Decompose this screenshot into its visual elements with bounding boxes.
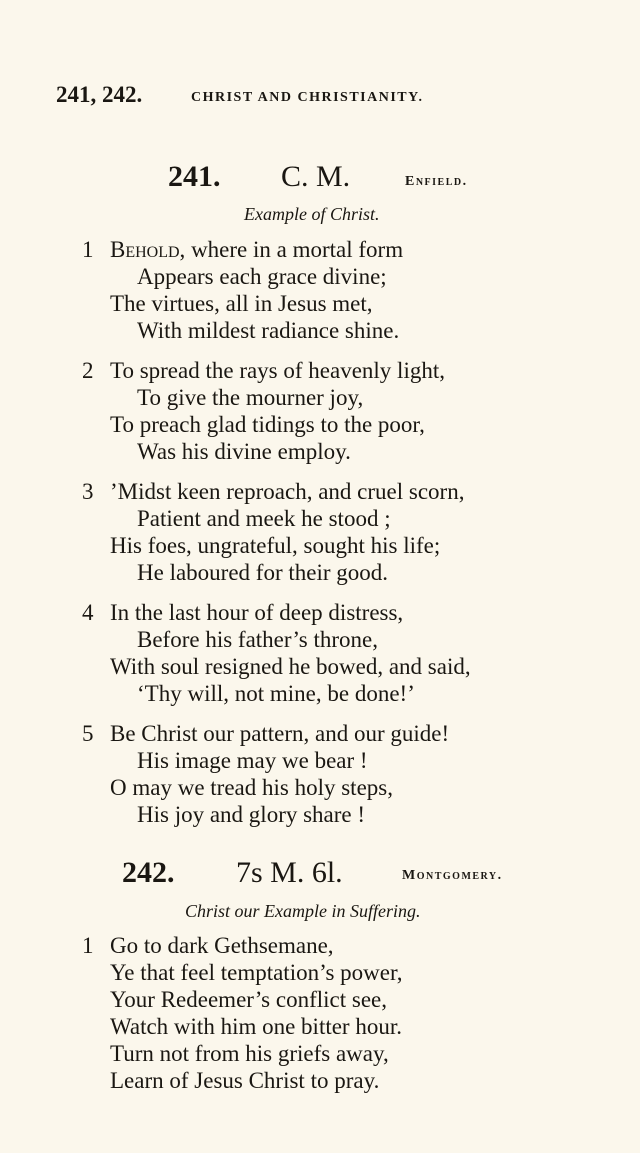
verse-line-text: where in a mortal form [185,237,404,262]
hymn-subtitle: Example of Christ. [244,204,380,224]
verse-line [110,237,403,263]
verse-line: His foes, ungrateful, sought his life; [110,533,441,558]
verse-line: To spread the rays of heavenly light, [110,358,445,383]
verse-line: Watch with him one bitter hour. [110,1014,402,1039]
verse-line: Your Redeemer’s conflict see, [110,987,387,1012]
verse-line: Appears each grace divine; [137,264,387,289]
verse-line: With soul resigned he bowed, and said, [110,654,471,679]
hymn-meter: 7s M. 6l. [236,856,343,889]
hymn-tune: Enfield. [405,174,468,189]
verse-number: 1 [82,237,94,262]
verse-line: O may we tread his holy steps, [110,775,393,800]
hymn-subtitle: Christ our Example in Suffering. [185,901,421,921]
verse-line: Turn not from his griefs away, [110,1041,389,1066]
verse-line: ‘Thy will, not mine, be done!’ [137,681,415,706]
hymn-number: 242. [122,856,175,889]
verse-line: Was his divine employ. [137,439,351,464]
verse-line: Before his father’s throne, [137,627,378,652]
page-numbers: 241, 242. [56,82,143,107]
verse-number: 4 [82,600,94,625]
verse-line: To preach glad tidings to the poor, [110,412,425,437]
hymn-number: 241. [168,160,221,193]
verse-number: 1 [82,933,94,958]
verse-number: 5 [82,721,94,746]
hymn-241-heading [0,160,640,200]
verse-line: His joy and glory share ! [137,802,366,827]
running-head [56,82,486,112]
verse-number: 3 [82,479,94,504]
hymn-tune: Montgomery. [402,868,503,883]
verse-line: Go to dark Gethsemane, [110,933,334,958]
verse-line: Ye that feel temptation’s power, [110,960,403,985]
hymn-242-heading [0,856,640,896]
verse-line: Learn of Jesus Christ to pray. [110,1068,380,1093]
verse-first-word: Behold, [110,237,186,262]
verse-line: With mildest radiance shine. [137,318,400,343]
verse-line: ’Midst keen reproach, and cruel scorn, [110,479,465,504]
running-title: CHRIST AND CHRISTIANITY. [191,90,424,105]
verse-line: He laboured for their good. [137,560,389,585]
verse-line: In the last hour of deep distress, [110,600,404,625]
verse-number: 2 [82,358,94,383]
verse-line: Be Christ our pattern, and our guide! [110,721,450,746]
verse-line: The virtues, all in Jesus met, [110,291,373,316]
hymn-meter: C. M. [281,160,351,193]
verse-line: His image may we bear ! [137,748,368,773]
verse-line: To give the mourner joy, [137,385,364,410]
verse-line: Patient and meek he stood ; [137,506,391,531]
